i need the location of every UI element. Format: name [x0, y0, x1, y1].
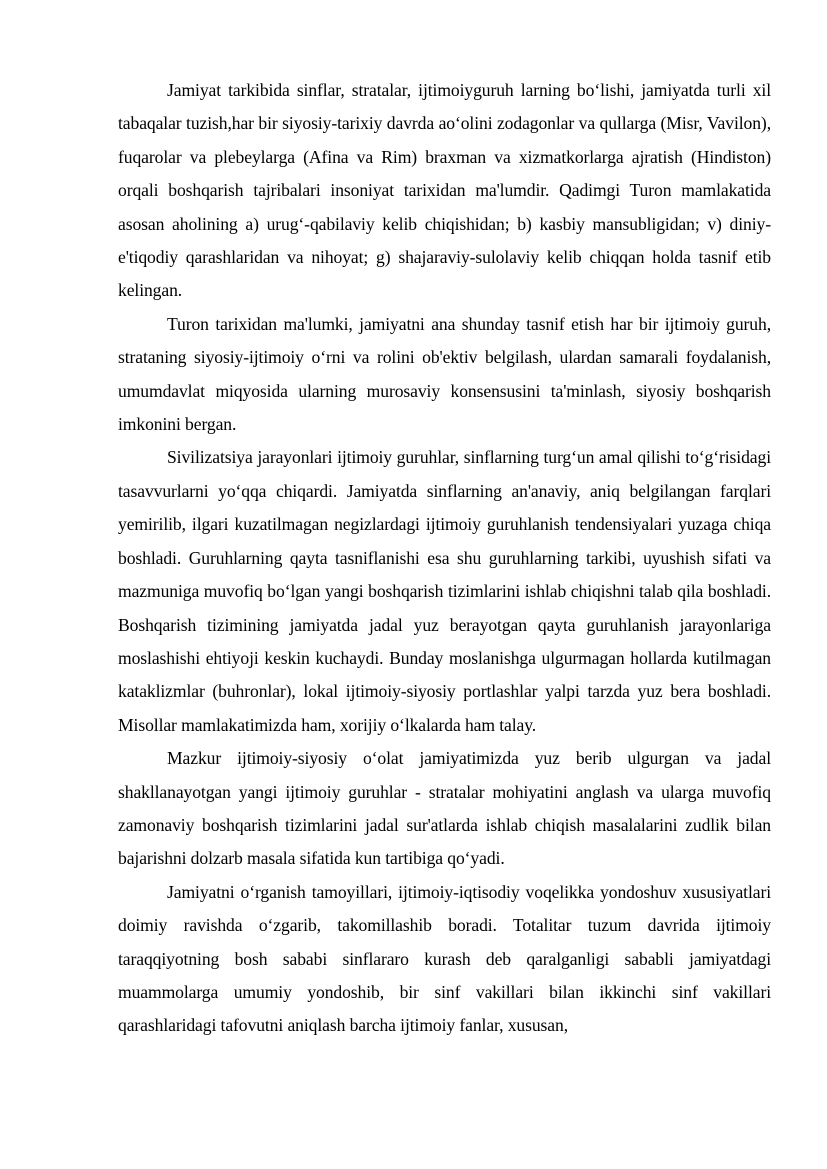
paragraph: Turon tarixidan ma'lumki, jamiyatni ana shunday tasnif etish har bir ijtimoiy guruh, strataning siyosiy-ijtimoiy o‘rni va rolini ob'ektiv belgilash, ulardan samarali foydalanish, umumdavlat miqyosida ularning murosaviy konsensusini ta'minlash, siyosiy boshqarish imkonini bergan.	[118, 313, 771, 435]
paragraph: Sivilizatsiya jarayonlari ijtimoiy guruhlar, sinflarning turg‘un amal qilishi to‘g‘risidagi tasavvurlarni yo‘qqa chiqardi. Jamiyatda sinflarning an'anaviy, aniq belgilangan farqlari yemirilib, ilgari kuzatilmagan negizlardagi ijtimoiy guruhlanish tendensiyalari yuzaga chiqa boshladi. Guruhlarning qayta tasniflanishi esa shu guruhlarning tarkibi, uyushish sifati va mazmuniga muvofiq bo‘lgan yangi boshqarish tizimlarini ishlab chiqishni talab qila boshladi. Boshqarish tizimining jamiyatda jadal yuz berayotgan qayta guruhlanish jarayonlariga moslashishi ehtiyoji keskin kuchaydi. Bunday moslanishga ulgurmagan hollarda kutilmagan kataklizmlar (buhronlar), lokal ijtimoiy-siyosiy portlashlar yalpi tarzda yuz bera boshladi. Misollar mamlakatimizda ham, xorijiy o‘lkalarda ham talay.	[118, 447, 771, 735]
paragraph: Jamiyat tarkibida sinflar, stratalar, ijtimoiyguruh larning bo‘lishi, jamiyatda turli xil tabaqalar tuzish,har bir siyosiy-tarixiy davrda ao‘olini zodagonlar va qullarga (Misr, Vavilon), fuqarolar va plebeylarga (Afina va Rim) braxman va xizmatkorlarga ajratish (Hindiston) orqali boshqarish tajribalari insoniyat tarixidan ma'lumdir. Qadimgi Turon mamlakatida asosan aholining a) urug‘-qabilaviy kelib chiqishidan; b) kasbiy mansubligidan; v) diniy-e'tiqodiy qarashlaridan va nihoyat; g) shajaraviy-sulolaviy kelib chiqqan holda tasnif etib kelingan.	[118, 80, 771, 301]
paragraph: Jamiyatni o‘rganish tamoyillari, ijtimoiy-iqtisodiy voqelikka yondoshuv xususiyatlari doimiy ravishda o‘zgarib, takomillashib boradi. Totalitar tuzum davrida ijtimoiy taraqqiyotning bosh sababi sinflararo kurash deb qaralganligi sababli jamiyatdagi muammolarga umumiy yondoshib, bir sinf vakillari bilan ikkinchi sinf vakillari qarashlaridagi tafovutni aniqlash barcha ijtimoiy fanlar, xususan,	[118, 881, 771, 1036]
document-page	[118, 74, 771, 1043]
paragraph: Mazkur ijtimoiy-siyosiy o‘olat jamiyatimizda yuz berib ulgurgan va jadal shakllanayotgan yangi ijtimoiy guruhlar - stratalar mohiyatini anglash va ularga muvofiq zamonaviy boshqarish tizimlarini jadal sur'atlarda ishlab chiqish masalalarini zudlik bilan bajarishni dolzarb masala sifatida kun tartibiga qo‘yadi.	[118, 748, 771, 869]
